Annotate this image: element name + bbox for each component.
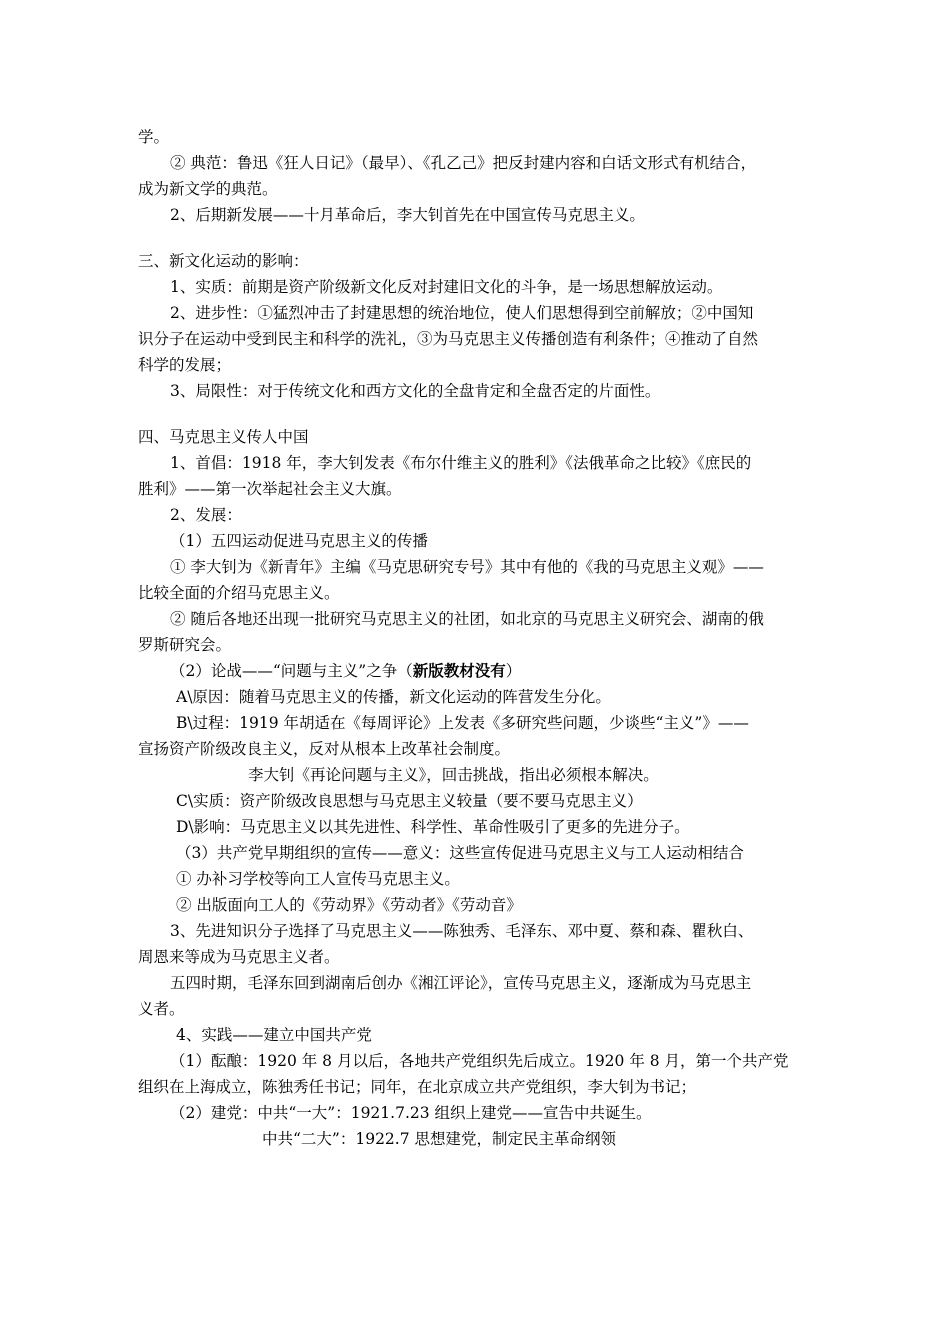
- text-line: 2、发展：: [170, 506, 242, 524]
- text-line: C\实质：资产阶级改良思想与马克思主义较量（要不要马克思主义）: [176, 792, 643, 810]
- text-line: A\原因：随着马克思主义的传播，新文化运动的阵营发生分化。: [176, 688, 611, 706]
- text-line: 3、先进知识分子选择了马克思主义——陈独秀、毛泽东、邓中夏、蔡和森、瞿秋白、: [170, 922, 754, 940]
- text-line: 义者。: [138, 1000, 185, 1018]
- text-line: 周恩来等成为马克思主义者。: [138, 948, 340, 966]
- text-line: 1、首倡：1918 年，李大钊发表《布尔什维主义的胜利》《法俄革命之比较》《庶民的: [170, 454, 752, 472]
- text-line: ② 典范：鲁迅《狂人日记》（最早）、《孔乙己》把反封建内容和白话文形式有机结合，: [170, 154, 757, 172]
- text-line: 比较全面的介绍马克思主义。: [138, 584, 340, 602]
- text-line: 3、局限性：对于传统文化和西方文化的全盘肯定和全盘否定的片面性。: [170, 382, 661, 400]
- text-line: ① 办补习学校等向工人宣传马克思主义。: [176, 870, 460, 888]
- text-span: （2）论战——“问题与主义”之争（: [170, 662, 413, 680]
- text-line: 罗斯研究会。: [138, 636, 232, 654]
- text-line: 组织在上海成立，陈独秀任书记；同年，在北京成立共产党组织，李大钊为书记；: [138, 1078, 697, 1096]
- text-line: （3）共产党早期组织的宣传——意义：这些宣传促进马克思主义与工人运动相结合: [176, 844, 744, 862]
- text-line: 2、后期新发展——十月革命后，李大钊首先在中国宣传马克思主义。: [170, 206, 645, 224]
- text-line: ② 出版面向工人的《劳动界》《劳动者》《劳动音》: [176, 896, 522, 914]
- text-line: ② 随后各地还出现一批研究马克思主义的社团，如北京的马克思主义研究会、湖南的俄: [170, 610, 764, 628]
- text-line: 宣扬资产阶级改良主义，反对从根本上改革社会制度。: [138, 740, 511, 758]
- text-line: 学。: [138, 128, 170, 146]
- text-line: 1、实质：前期是资产阶级新文化反对封建旧文化的斗争，是一场思想解放运动。: [170, 278, 723, 296]
- text-line: ① 李大钊为《新青年》主编《马克思研究专号》其中有他的《我的马克思主义观》——: [170, 558, 764, 576]
- text-line: 2、进步性：①猛烈冲击了封建思想的统治地位，使人们思想得到空前解放；②中国知: [170, 304, 754, 322]
- text-line: （2）建党：中共“一大”：1921.7.23 组织上建党——宣告中共诞生。: [170, 1104, 652, 1122]
- bold-note: 新版教材没有: [412, 661, 506, 680]
- text-line: 李大钊《再论问题与主义》，回击挑战，指出必须根本解决。: [248, 766, 659, 784]
- section-heading: 三、新文化运动的影响：: [138, 252, 309, 270]
- text-span: ）: [505, 662, 522, 680]
- text-line: 胜利》——第一次举起社会主义大旗。: [138, 480, 402, 498]
- text-line: 成为新文学的典范。: [138, 180, 278, 198]
- text-line: 科学的发展；: [138, 356, 232, 374]
- text-line: 识分子在运动中受到民主和科学的洗礼，③为马克思主义传播创造有利条件；④推动了自然: [138, 330, 759, 348]
- text-line: D\影响：马克思主义以其先进性、科学性、革命性吸引了更多的先进分子。: [176, 818, 690, 836]
- section-heading: 四、马克思主义传人中国: [138, 428, 309, 446]
- text-line: （1）酝酿：1920 年 8 月以后，各地共产党组织先后成立。1920 年 8 月，第一个共产党: [170, 1052, 789, 1070]
- text-line: 中共“二大”：1922.7 思想建党，制定民主革命纲领: [262, 1130, 617, 1148]
- text-line: [170, 661, 521, 681]
- text-line: B\过程：1919 年胡适在《每周评论》上发表《多研究些问题，少谈些“主义”》——: [176, 714, 749, 732]
- text-line: 五四时期，毛泽东回到湖南后创办《湘江评论》，宣传马克思主义，逐渐成为马克思主: [170, 974, 752, 992]
- text-line: 4、实践——建立中国共产党: [176, 1026, 372, 1044]
- text-line: （1）五四运动促进马克思主义的传播: [170, 532, 428, 550]
